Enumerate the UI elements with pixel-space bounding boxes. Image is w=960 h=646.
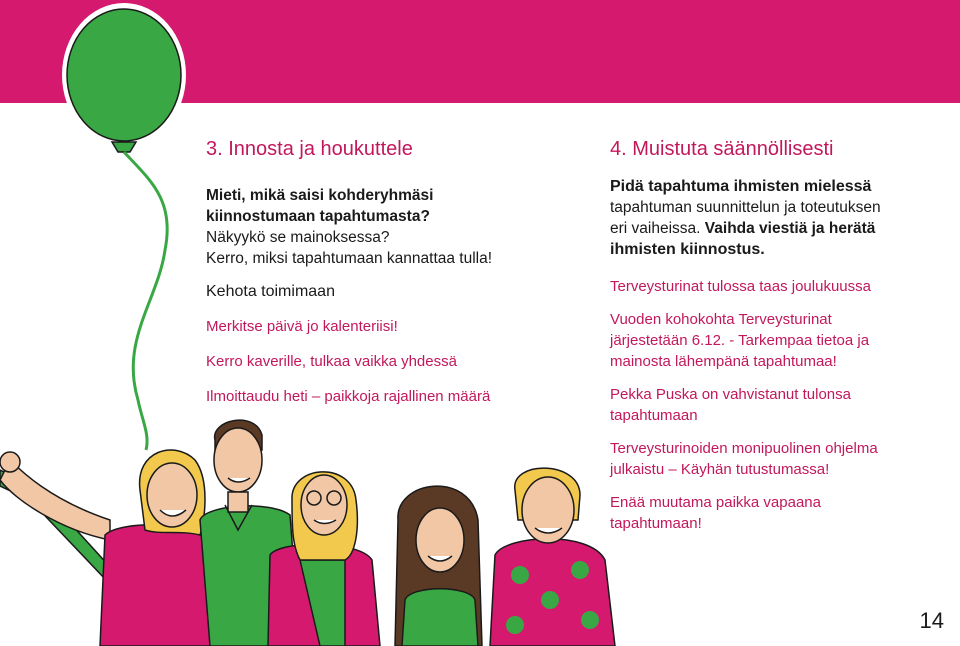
lead-text: ihmisten kiinnostus.: [610, 241, 765, 258]
person-3: [268, 472, 380, 646]
example-item: Terveysturinat tulossa taas joulukuussa: [610, 278, 871, 295]
lead-text: Kerro, miksi tapahtumaan kannattaa tulla!: [206, 250, 493, 267]
example-item: Pekka Puska on vahvistanut tulonsa: [610, 386, 851, 403]
example-item: Ilmoittaudu heti – paikkoja rajallinen määrä: [206, 388, 491, 405]
example-item: mainosta lähempänä tapahtumaa!: [610, 353, 837, 370]
balloon-icon: [62, 3, 186, 450]
example-item: Enää muutama paikka vapaana: [610, 494, 821, 511]
lead-text: eri vaiheissa.: [610, 220, 701, 237]
lead-text: [610, 218, 940, 239]
section-heading: 3. Innosta ja houkuttele: [206, 138, 413, 160]
lead-text: Näkyykö se mainoksessa?: [206, 229, 390, 246]
lead-text: Vaihda viestiä ja herätä: [704, 220, 876, 237]
section-muistuta: [610, 137, 940, 534]
person-4: [395, 486, 482, 646]
lead-text: tapahtuman suunnittelun ja toteutuksen: [610, 199, 881, 216]
person-1: [0, 450, 230, 646]
section-innosta: [206, 137, 586, 407]
lead-text: Pidä tapahtuma ihmisten mielessä: [610, 178, 872, 195]
section-heading: 4. Muistuta säännöllisesti: [610, 138, 834, 160]
lead-text: Mieti, mikä saisi kohderyhmäsi: [206, 187, 434, 204]
example-item: Vuoden kohokohta Terveysturinat: [610, 311, 832, 328]
example-item: julkaistu – Käyhän tutustumassa!: [610, 461, 830, 478]
subheading: Kehota toimimaan: [206, 283, 335, 300]
page-number: 14: [919, 608, 944, 633]
example-item: Terveysturinoiden monipuolinen ohjelma: [610, 440, 878, 457]
example-item: Kerro kaverille, tulkaa vaikka yhdessä: [206, 353, 457, 370]
lead-text: kiinnostumaan tapahtumasta?: [206, 208, 430, 225]
person-5: [490, 468, 615, 646]
example-item: Merkitse päivä jo kalenteriisi!: [206, 318, 398, 335]
example-item: järjestetään 6.12. - Tarkempaa tietoa ja: [610, 332, 870, 349]
example-item: tapahtumaan!: [610, 515, 702, 532]
example-item: tapahtumaan: [610, 407, 698, 424]
